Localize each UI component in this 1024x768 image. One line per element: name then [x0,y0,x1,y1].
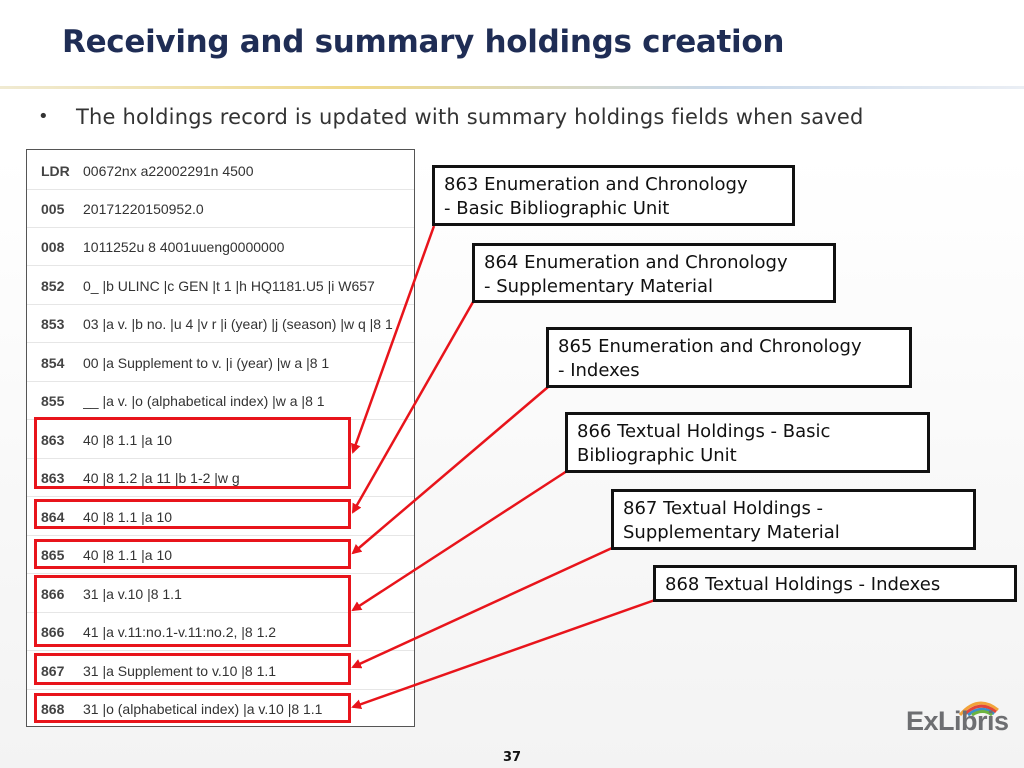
marc-value: 40 |8 1.2 |a 11 |b 1-2 |w g [83,470,240,486]
callout-866: 866 Textual Holdings - Basic Bibliographic Unit [565,412,930,473]
marc-tag: 852 [41,278,65,294]
marc-tag: 868 [41,701,65,717]
arrow-864 [353,302,473,512]
page-number: 37 [502,750,522,765]
callout-868: 868 Textual Holdings - Indexes [653,565,1017,602]
marc-value: 1011252u 8 4001uueng0000000 [83,239,285,255]
callout-864: 864 Enumeration and Chronology - Supplementary Material [472,243,836,303]
marc-tag: 866 [41,586,65,602]
arrow-865 [353,387,548,553]
marc-tag: LDR [41,163,70,179]
marc-value: 03 |a v. |b no. |u 4 |v r |i (year) |j (season) |w q |8 1 [83,316,393,332]
marc-tag: 008 [41,239,65,255]
marc-value: 00672nx a22002291n 4500 [83,163,254,179]
callout-867: 867 Textual Holdings - Supplementary Material [611,489,976,550]
marc-tag: 853 [41,316,65,332]
marc-value: 31 |o (alphabetical index) |a v.10 |8 1.1 [83,701,323,717]
arrow-867 [353,548,612,667]
marc-value: 40 |8 1.1 |a 10 [83,509,173,525]
marc-value: 40 |8 1.1 |a 10 [83,547,173,563]
arrow-866 [353,471,567,610]
marc-tag: 865 [41,547,65,563]
marc-value: 20171220150952.0 [83,201,204,217]
marc-value: 0_ |b ULINC |c GEN |t 1 |h HQ1181.U5 |i W657 [83,278,375,294]
marc-tag: 005 [41,201,65,217]
marc-value: __ |a v. |o (alphabetical index) |w a |8 1 [83,393,325,409]
bullet-marker: • [38,106,49,127]
marc-value: 00 |a Supplement to v. |i (year) |w a |8 1 [83,355,330,371]
marc-tag: 863 [41,432,65,448]
bullet-text: The holdings record is updated with summary holdings fields when saved [76,105,864,129]
marc-value: 40 |8 1.1 |a 10 [83,432,173,448]
marc-value: 31 |a v.10 |8 1.1 [83,586,182,602]
marc-tag: 854 [41,355,65,371]
exlibris-logo [906,696,1012,740]
marc-tag: 866 [41,624,65,640]
callout-865: 865 Enumeration and Chronology - Indexes [546,327,912,388]
callout-863: 863 Enumeration and Chronology - Basic Bibliographic Unit [432,165,795,226]
marc-value: 31 |a Supplement to v.10 |8 1.1 [83,663,277,679]
arrow-863 [353,226,434,452]
arrow-868 [353,600,655,707]
marc-tag: 864 [41,509,65,525]
slide-title: Receiving and summary holdings creation [62,24,785,60]
marc-tag: 855 [41,393,65,409]
logo-wordmark: ExLibris [906,706,1009,736]
marc-value: 41 |a v.11:no.1-v.11:no.2, |8 1.2 [83,624,277,640]
marc-tag: 867 [41,663,65,679]
marc-tag: 863 [41,470,65,486]
